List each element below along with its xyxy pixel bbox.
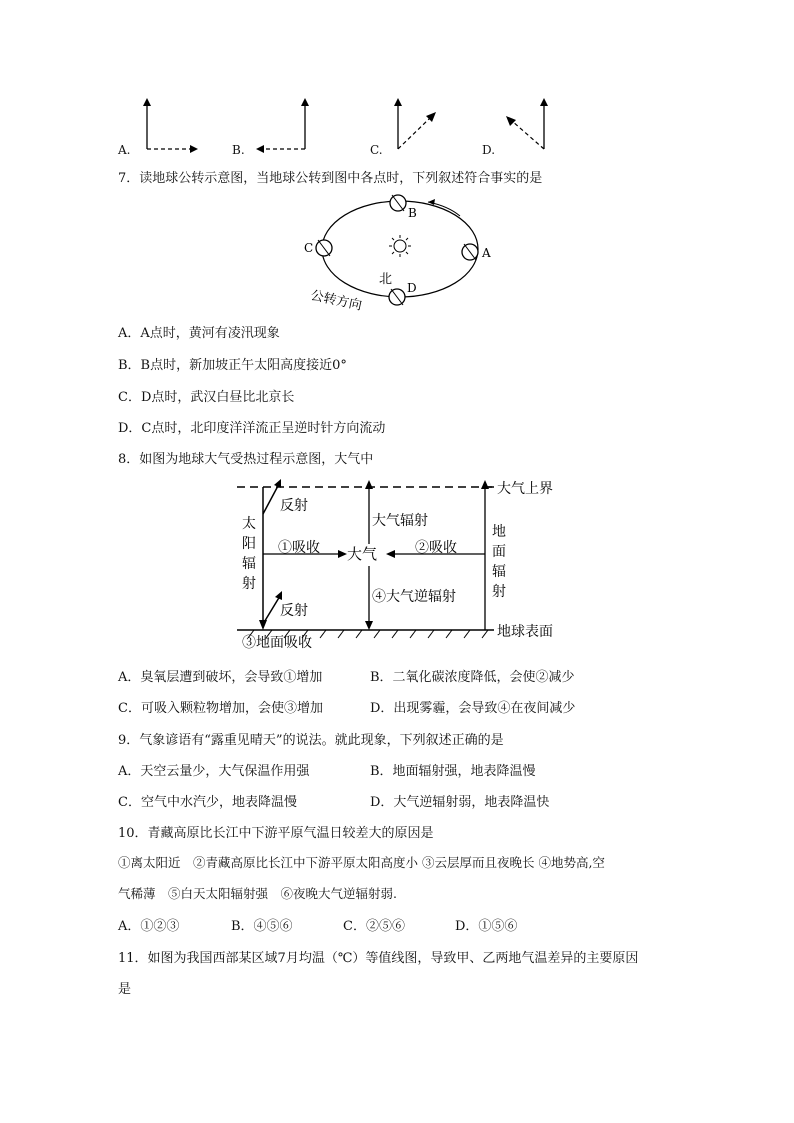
ground-char-3: 辐 — [492, 564, 506, 580]
ground-absorb-label: ③地面吸收 — [242, 635, 312, 651]
q6-option-b-label: B. — [232, 143, 245, 157]
earth-d-icon — [389, 289, 405, 305]
q8-stem: 8．如图为地球大气受热过程示意图，大气中 — [118, 452, 374, 467]
ground-char-4: 射 — [492, 584, 506, 600]
q6-option-d-label: D. — [482, 143, 496, 157]
solar-char-4: 射 — [242, 576, 256, 592]
solar-char-3: 辐 — [242, 556, 256, 572]
q10-items-line-1: ①离太阳近 ②青藏高原比长江中下游平原太阳高度小 ③云层厚而且夜晚长 ④地势高,空 — [118, 855, 605, 870]
reflect-top-label: 反射 — [280, 498, 308, 514]
q6-option-c-diagram — [390, 96, 450, 156]
atm-radiation-label: 大气辐射 — [372, 513, 428, 529]
north-label: 北 — [379, 272, 393, 287]
point-a-label: A — [482, 246, 491, 260]
q6-option-c-label: C. — [370, 143, 383, 157]
q8-heating-diagram — [232, 474, 572, 656]
atmosphere-top-label: 大气上界 — [497, 481, 553, 497]
q10-option-a: A．①②③ — [118, 919, 180, 934]
atmosphere-label: 大气 — [347, 545, 378, 563]
q10-option-c: C．②⑤⑥ — [343, 919, 405, 934]
q7-orbit-diagram — [300, 188, 510, 316]
absorb-1-label: ①吸收 — [278, 540, 320, 556]
q10-items-line-2: 气稀薄 ⑤白天太阳辐射强 ⑥夜晚大气逆辐射弱. — [118, 886, 397, 901]
ground-char-2: 面 — [492, 544, 506, 560]
q8-option-b: B．二氧化碳浓度降低，会使②减少 — [370, 670, 575, 685]
q7-option-b: B．B点时，新加坡正午太阳高度接近0° — [118, 358, 347, 373]
q11-stem-line-2: 是 — [118, 982, 132, 997]
q8-option-a: A．臭氧层遭到破坏，会导致①增加 — [118, 670, 323, 685]
absorb-2-label: ②吸收 — [415, 540, 457, 556]
solar-char-1: 太 — [242, 516, 256, 532]
sun-icon — [389, 235, 411, 257]
q9-option-c: C．空气中水汽少，地表降温慢 — [118, 795, 297, 810]
q7-option-a: A．A点时，黄河有凌汛现象 — [118, 326, 280, 341]
earth-b-icon — [390, 195, 406, 211]
q7-option-c: C．D点时，武汉白昼比北京长 — [118, 390, 295, 405]
point-d-label: D — [407, 281, 417, 295]
q9-option-a: A．天空云量少，大气保温作用强 — [118, 764, 310, 779]
q6-option-b-diagram — [250, 96, 320, 156]
revolution-direction-label: 公转方向 — [309, 288, 364, 314]
reflect-bottom-arrow — [263, 596, 280, 624]
q9-option-b: B．地面辐射强，地表降温慢 — [370, 764, 536, 779]
q7-option-d: D．C点时，北印度洋洋流正呈逆时针方向流动 — [118, 421, 386, 436]
q6-option-a-label: A. — [118, 143, 131, 157]
q9-option-d: D．大气逆辐射弱，地表降温快 — [370, 795, 550, 810]
q10-stem: 10．青藏高原比长江中下游平原气温日较差大的原因是 — [118, 826, 434, 841]
ground-surface-label: 地球表面 — [497, 624, 553, 640]
q8-option-c: C．可吸入颗粒物增加，会使③增加 — [118, 701, 323, 716]
q11-stem-line-1: 11．如图为我国西部某区域7月均温（℃）等值线图，导致甲、乙两地气温差异的主要原因 — [118, 951, 639, 966]
q9-stem: 9．气象谚语有“露重见晴天”的说法。就此现象，下列叙述正确的是 — [118, 733, 504, 748]
earth-a-icon — [462, 244, 478, 260]
counter-radiation-label: ④大气逆辐射 — [372, 589, 456, 605]
q10-option-b: B．④⑤⑥ — [231, 919, 293, 934]
q6-option-a-diagram — [140, 96, 210, 156]
q8-option-d: D．出现雾霾，会导致④在夜间减少 — [370, 701, 576, 716]
q7-stem: 7．读地球公转示意图，当地球公转到图中各点时，下列叙述符合事实的是 — [118, 171, 543, 186]
q10-option-d: D．①⑤⑥ — [455, 919, 518, 934]
solar-char-2: 阳 — [242, 536, 256, 552]
q6-option-d-diagram — [500, 96, 560, 156]
point-c-label: C — [304, 241, 314, 255]
point-b-label: B — [408, 206, 417, 220]
ground-char-1: 地 — [492, 524, 506, 540]
reflect-bottom-label: 反射 — [280, 603, 308, 619]
earth-c-icon — [316, 240, 332, 256]
reflect-top-arrow — [263, 484, 279, 514]
